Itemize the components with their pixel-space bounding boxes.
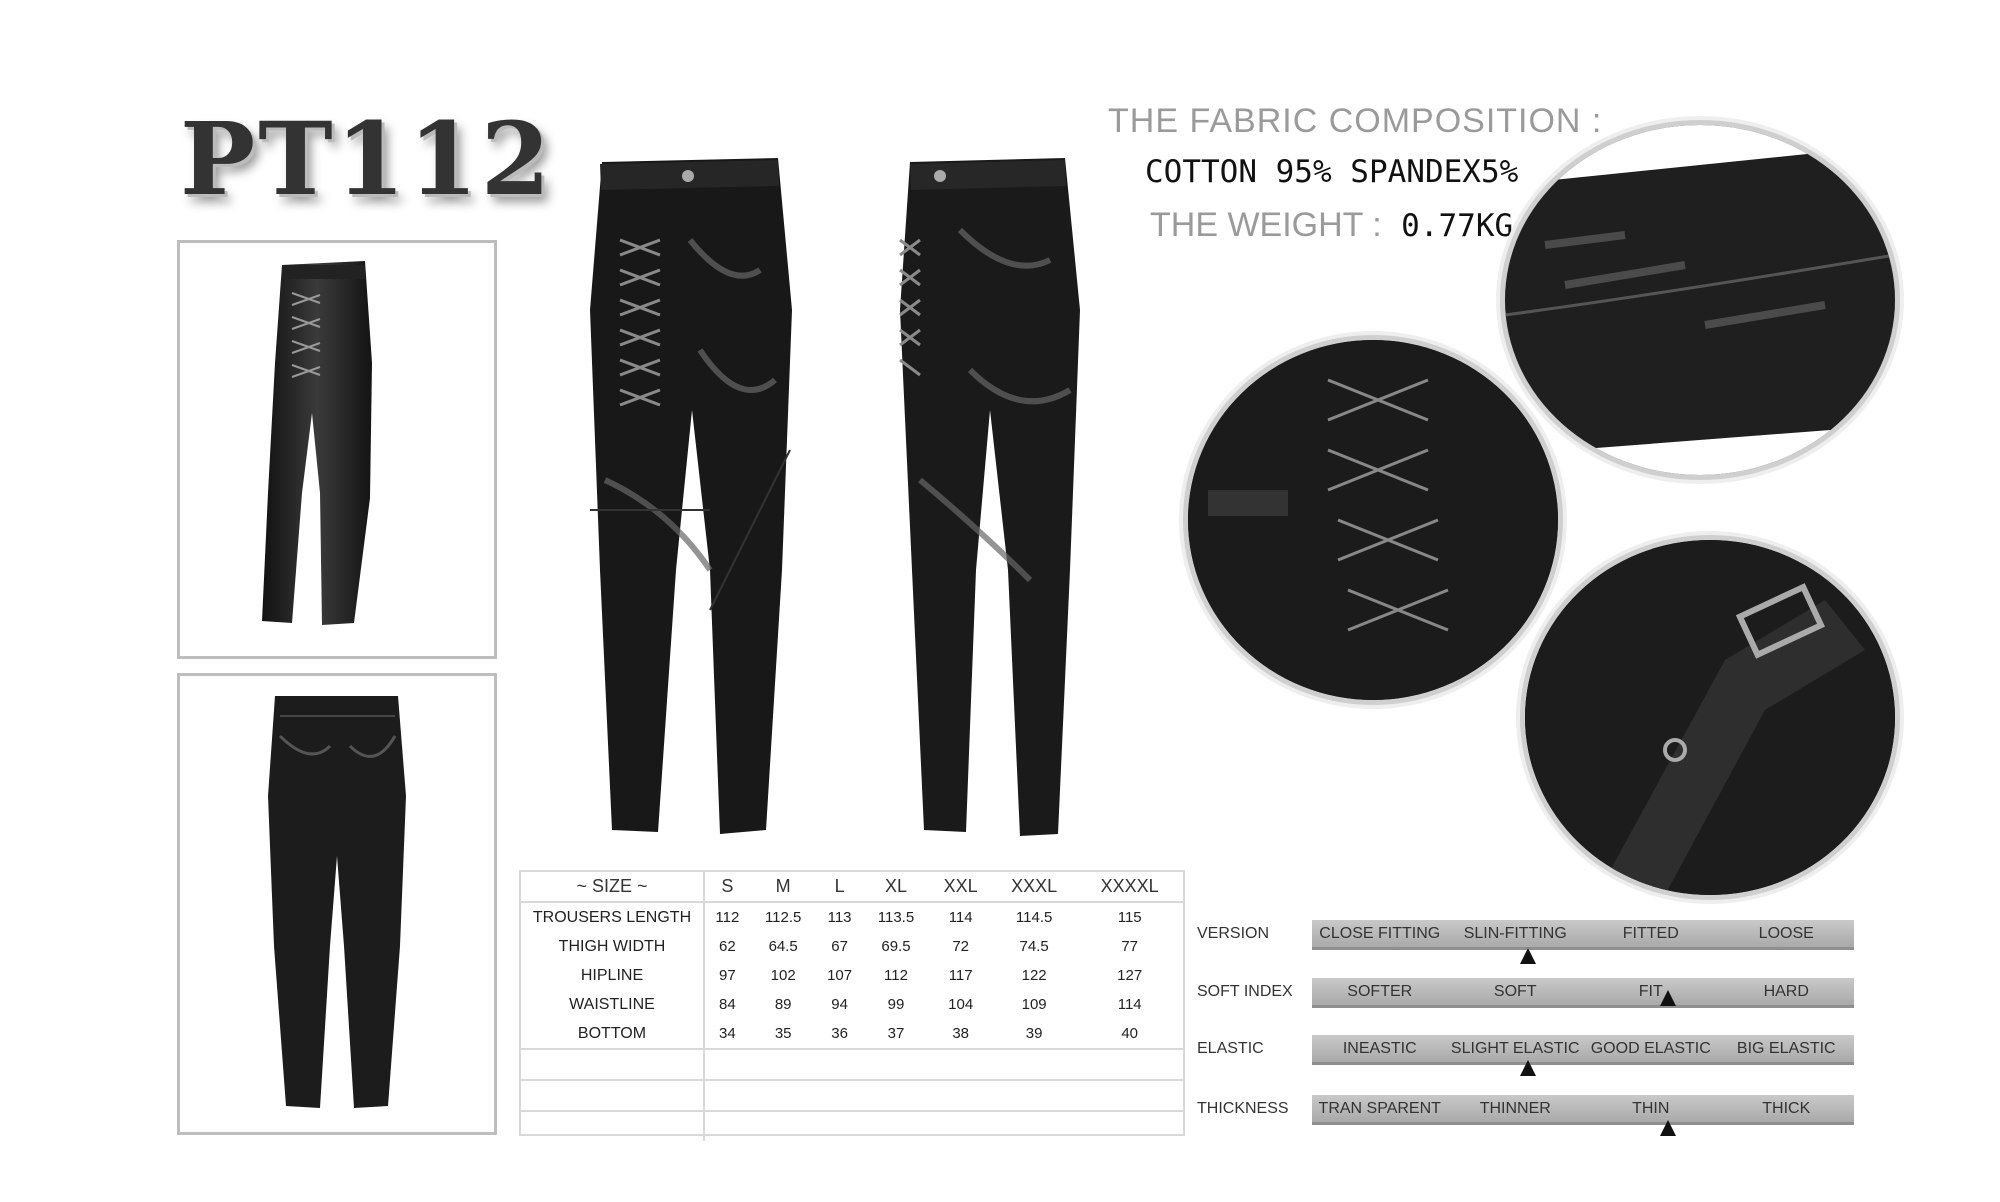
hem-texture <box>1505 125 1895 475</box>
table-cell: 37 <box>887 1025 905 1042</box>
table-cell: 89 <box>774 996 792 1013</box>
table-cell: 62 <box>719 938 736 955</box>
table-cell: 127 <box>1117 967 1143 984</box>
table-cell: 84 <box>719 996 736 1013</box>
table-cell: 36 <box>831 1025 848 1042</box>
table-row <box>521 902 1183 932</box>
table-cell: 74.5 <box>1019 938 1049 955</box>
empty-cell <box>704 1049 1183 1080</box>
thumbnail-back-view[interactable] <box>177 673 497 1135</box>
size-col-header: XXXXL <box>1076 872 1183 902</box>
table-cell: 97 <box>719 967 736 984</box>
size-col-header: XXXL <box>992 872 1076 902</box>
empty-cell <box>521 1111 704 1141</box>
table-cell: 117 <box>948 967 973 984</box>
table-cell: 64.5 <box>768 938 798 955</box>
lacing-texture <box>1188 340 1558 700</box>
table-cell: 122 <box>1021 967 1047 984</box>
product-code: PT112 <box>180 100 554 218</box>
pants-back-illustration <box>180 676 494 1132</box>
thumbnail-front-view[interactable] <box>177 240 497 659</box>
table-cell: 114 <box>1117 996 1142 1013</box>
row-label: THIGH WIDTH <box>521 932 704 961</box>
table-cell: 38 <box>952 1025 969 1042</box>
row-label: HIPLINE <box>521 961 704 990</box>
table-row-empty <box>521 1049 1183 1080</box>
table-row-empty <box>521 1111 1183 1141</box>
rating-option: FIT <box>1638 982 1663 1000</box>
table-row-empty <box>521 1080 1183 1111</box>
rating-option: SLIGHT ELASTIC <box>1450 1039 1580 1057</box>
rating-bar-thickness <box>1312 1095 1854 1125</box>
rating-label-thickness: THICKNESS <box>1197 1100 1289 1117</box>
detail-buckle-closeup <box>1520 535 1900 900</box>
detail-lacing-closeup <box>1183 335 1563 705</box>
rating-option: CLOSE FITTING <box>1319 924 1441 942</box>
rating-option: HARD <box>1763 982 1809 1000</box>
rating-marker-elastic <box>1520 1060 1536 1076</box>
table-cell: 114.5 <box>1015 909 1053 926</box>
row-label: BOTTOM <box>521 1019 704 1049</box>
rating-marker-thickness <box>1660 1120 1676 1136</box>
buckle-texture <box>1525 540 1895 895</box>
fabric-weight-label: THE WEIGHT : <box>1150 206 1382 244</box>
table-row <box>521 1019 1183 1049</box>
fabric-weight-value: 0.77KG <box>1401 208 1514 244</box>
rating-option: GOOD ELASTIC <box>1590 1039 1711 1057</box>
rating-option: SOFT <box>1493 982 1537 1000</box>
rating-option: THINNER <box>1479 1099 1551 1117</box>
row-label: TROUSERS LENGTH <box>521 902 704 932</box>
table-cell: 35 <box>774 1025 792 1042</box>
table-cell: 112.5 <box>764 909 802 926</box>
rating-label-version: VERSION <box>1197 925 1270 942</box>
size-col-header: XL <box>863 872 930 902</box>
empty-cell <box>521 1049 704 1080</box>
size-header-label: ~ SIZE ~ <box>521 872 704 902</box>
table-row <box>521 990 1183 1019</box>
rating-option: SOFTER <box>1347 982 1413 1000</box>
empty-cell <box>704 1111 1183 1141</box>
fabric-composition-value: COTTON 95% SPANDEX5% <box>1145 154 1519 190</box>
fabric-weight <box>1150 206 1513 245</box>
table-cell: 69.5 <box>881 938 911 955</box>
rating-label-elastic: ELASTIC <box>1197 1040 1264 1057</box>
table-cell: 107 <box>827 967 853 984</box>
table-cell: 67 <box>831 938 848 955</box>
empty-cell <box>704 1080 1183 1111</box>
row-label: WAISTLINE <box>521 990 704 1019</box>
table-cell: 113 <box>827 909 852 926</box>
rating-marker-version <box>1520 948 1536 964</box>
table-cell: 109 <box>1021 996 1047 1013</box>
rating-bar-version <box>1312 920 1854 950</box>
table-cell: 112 <box>715 909 740 926</box>
rating-option: FITTED <box>1622 924 1679 942</box>
rating-bar-soft-index <box>1312 978 1854 1008</box>
rating-option: THICK <box>1762 1099 1811 1117</box>
detail-hem-closeup <box>1500 120 1900 480</box>
pants-front-main <box>560 150 820 840</box>
rating-option: LOOSE <box>1758 924 1814 942</box>
table-row <box>521 961 1183 990</box>
fabric-composition-label: THE FABRIC COMPOSITION : <box>1108 102 1603 140</box>
rating-option: TRAN SPARENT <box>1318 1099 1441 1117</box>
size-header-row <box>521 872 1183 902</box>
table-row <box>521 932 1183 961</box>
table-cell: 94 <box>831 996 848 1013</box>
size-col-header: L <box>817 872 863 902</box>
table-cell: 34 <box>719 1025 736 1042</box>
rating-option: INEASTIC <box>1342 1039 1417 1057</box>
size-chart <box>519 870 1185 1136</box>
table-cell: 102 <box>770 967 796 984</box>
table-cell: 72 <box>952 938 969 955</box>
table-cell: 99 <box>887 996 905 1013</box>
pants-front-illustration <box>180 243 494 656</box>
table-cell: 40 <box>1121 1025 1139 1042</box>
rating-option: THIN <box>1632 1099 1670 1117</box>
size-col-header: M <box>750 872 817 902</box>
table-cell: 104 <box>948 996 974 1013</box>
table-cell: 112 <box>884 967 908 984</box>
table-cell: 114 <box>948 909 973 926</box>
rating-marker-soft-index <box>1660 990 1676 1006</box>
rating-option: BIG ELASTIC <box>1736 1039 1836 1057</box>
table-cell: 77 <box>1121 938 1139 955</box>
rating-label-soft-index: SOFT INDEX <box>1197 983 1293 1000</box>
empty-cell <box>521 1080 704 1111</box>
size-col-header: XXL <box>929 872 991 902</box>
rating-option: SLIN-FITTING <box>1463 924 1567 942</box>
rating-bar-elastic <box>1312 1035 1854 1065</box>
table-cell: 115 <box>1117 909 1142 926</box>
table-cell: 39 <box>1025 1025 1043 1042</box>
pants-side-main <box>880 150 1100 840</box>
size-col-header: S <box>704 872 750 902</box>
table-cell: 113.5 <box>877 909 915 926</box>
